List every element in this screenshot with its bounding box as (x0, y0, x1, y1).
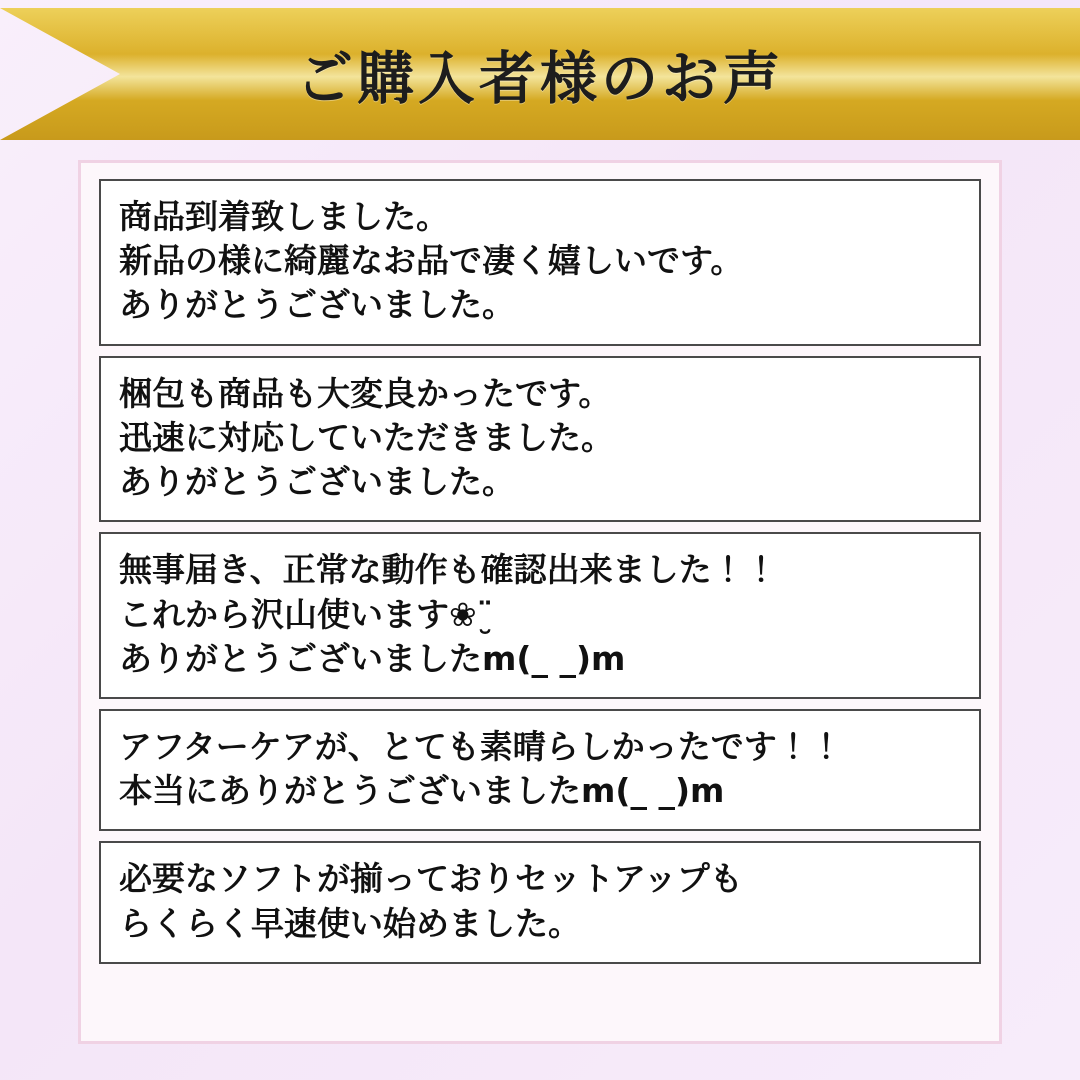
review-line: これから沢山使います❀¨̮ (119, 594, 494, 634)
review-line: 迅速に対応していただきました。 (119, 417, 614, 457)
review-line: 必要なソフトが揃っておりセットアップも (119, 859, 743, 899)
review-card (99, 356, 981, 523)
review-line: 新品の様に綺麗なお品で凄く嬉しいです。 (119, 241, 744, 281)
review-card (99, 709, 981, 831)
review-card (99, 841, 981, 963)
review-line: 梱包も商品も大変良かったです。 (119, 373, 612, 413)
ribbon-banner (0, 8, 1080, 140)
review-line: 無事届き、正常な動作も確認出来ました！！ (119, 550, 778, 590)
review-line: ありがとうございました。 (119, 285, 515, 325)
reviews-panel (78, 160, 1002, 1044)
review-line: 本当にありがとうございましたm(_ _)m (119, 771, 725, 811)
review-line: ありがとうございました。 (119, 462, 515, 502)
reviews-list (99, 179, 981, 964)
review-line: らくらく早速使い始めました。 (119, 903, 581, 943)
page-title: ご購入者様のお声 (296, 46, 784, 112)
review-card (99, 532, 981, 699)
review-line: ありがとうございましたm(_ _)m (119, 638, 626, 678)
review-line: アフターケアが、とても素晴らしかったです！！ (119, 726, 843, 766)
review-line: 商品到着致しました。 (119, 197, 449, 236)
review-card (99, 179, 981, 346)
